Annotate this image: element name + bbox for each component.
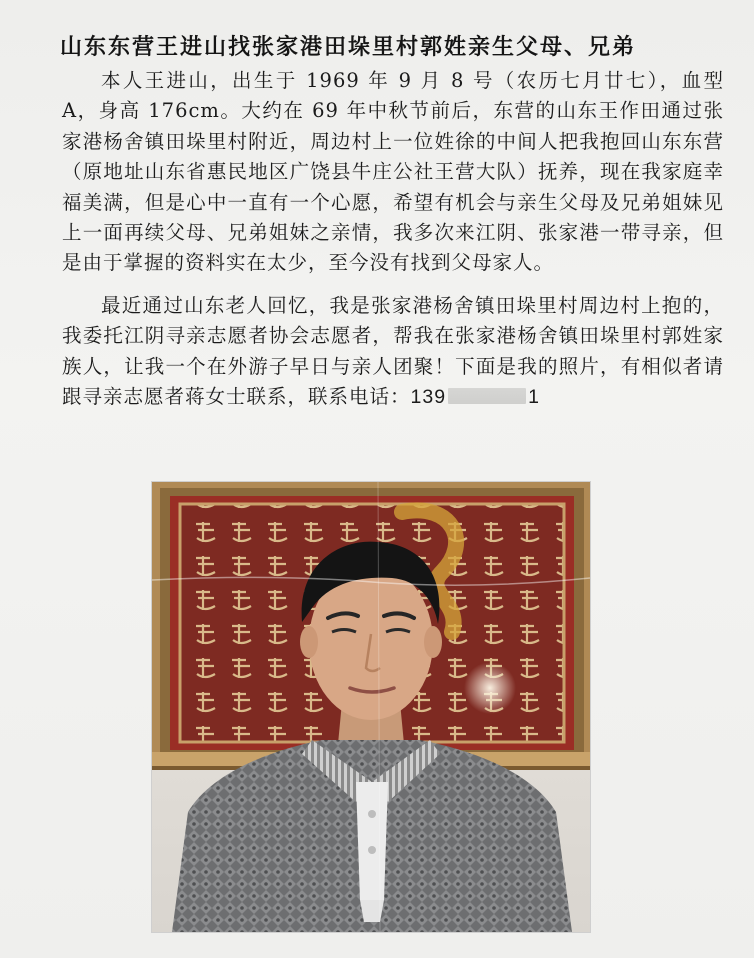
notice-body [62,66,724,412]
notice-title: 山东东营王进山找张家港田垛里村郭姓亲生父母、兄弟 [60,34,637,60]
portrait-photo [152,482,590,932]
phone-redaction-block [448,388,526,404]
paragraph-request-text: 最近通过山东老人回忆，我是张家港杨舍镇田垛里村周边村上抱的，我委托江阴寻亲志愿者协会志愿者，帮我在张家港杨舍镇田垛里村郭姓家族人，让我一个在外游子早日与亲人团聚！下面是我的照片，有相似者请跟寻亲志愿者蒋女士联系，联系电话： [62,293,724,409]
paragraph-request [62,291,724,413]
phone-number-prefix: 139 [410,386,447,409]
paragraph-background: 本人王进山，出生于 1969 年 9 月 8 号（农历七月廿七），血型 A，身高 176cm。大约在 69 年中秋节前后，东营的山东王作田通过张家港杨舍镇田垛里村附近，周边村上一位姓徐的中间人把我抱回山东东营（原地址山东省惠民地区广饶县牛庄公社王营大队）抚养，现在我家庭幸福美满，但是心中一直有一个心愿，希望有机会与亲生父母及兄弟姐妹见上一面再续父母、兄弟姐妹之亲情，我多次来江阴、张家港一带寻亲，但是由于掌握的资料实在太少，至今没有找到父母家人。 [62,69,724,275]
phone-number-suffix: 1 [528,386,540,409]
